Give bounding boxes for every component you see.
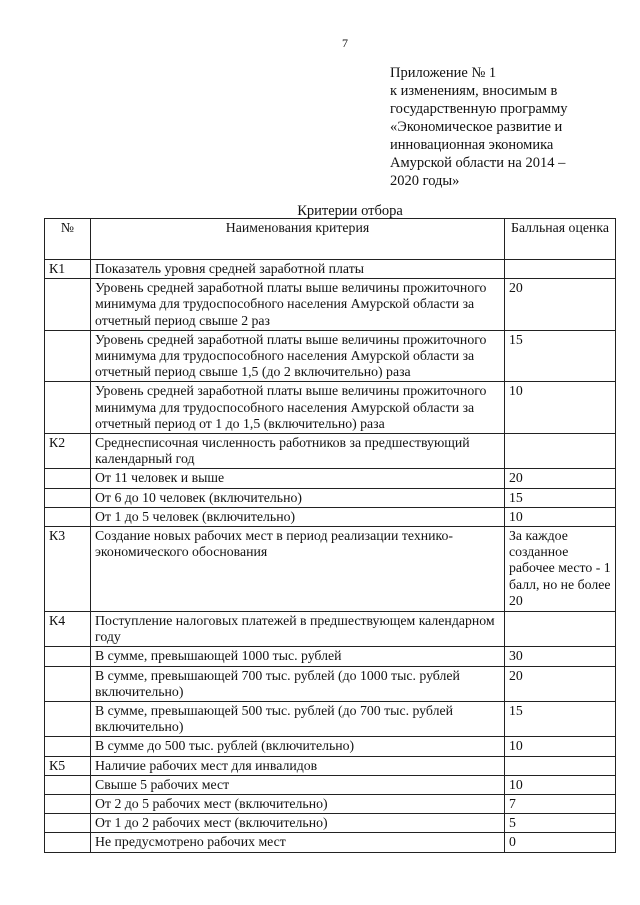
row-score: [505, 612, 616, 647]
row-num: [45, 833, 91, 852]
row-score: 30: [505, 647, 616, 666]
row-num: К4: [45, 612, 91, 647]
page-number: 7: [342, 36, 348, 50]
row-num: [45, 330, 91, 382]
table-row: [45, 434, 616, 469]
row-num: [45, 488, 91, 507]
table-title: Критерии отбора: [297, 203, 403, 219]
row-score: 0: [505, 833, 616, 852]
criteria-rows: [45, 260, 616, 853]
table-row: [45, 756, 616, 775]
row-name: Показатель уровня средней заработной платы: [91, 260, 505, 279]
row-num: [45, 647, 91, 666]
row-score: 15: [505, 330, 616, 382]
table-row: [45, 814, 616, 833]
row-num: [45, 737, 91, 756]
row-name: Создание новых рабочих мест в период реализации технико-экономического обоснования: [91, 527, 505, 612]
row-score: 20: [505, 469, 616, 488]
row-num: [45, 795, 91, 814]
row-num: [45, 507, 91, 526]
row-num: К3: [45, 527, 91, 612]
table-row: [45, 612, 616, 647]
table-row: [45, 775, 616, 794]
row-name: Не предусмотрено рабочих мест: [91, 833, 505, 852]
row-name: Наличие рабочих мест для инвалидов: [91, 756, 505, 775]
appendix-line: Амурской области на 2014 –: [390, 155, 566, 171]
table-row: [45, 527, 616, 612]
row-name: От 11 человек и выше: [91, 469, 505, 488]
table-row: [45, 795, 616, 814]
row-score: 5: [505, 814, 616, 833]
row-num: [45, 666, 91, 701]
row-name: От 1 до 5 человек (включительно): [91, 507, 505, 526]
appendix-line: государственную программу: [390, 101, 568, 117]
table-row: [45, 469, 616, 488]
row-score: 10: [505, 737, 616, 756]
row-num: К2: [45, 434, 91, 469]
row-name: От 1 до 2 рабочих мест (включительно): [91, 814, 505, 833]
row-score: 10: [505, 382, 616, 434]
table-row: [45, 647, 616, 666]
row-name: Уровень средней заработной платы выше величины прожиточного минимума для трудоспособного населения Амурской области за отчетный период от 1 до 1,5 (включительно) раза: [91, 382, 505, 434]
row-score: За каждое созданное рабочее место - 1 балл, но не более 20: [505, 527, 616, 612]
table-row: [45, 737, 616, 756]
row-score: 20: [505, 666, 616, 701]
row-score: [505, 260, 616, 279]
table-row: [45, 488, 616, 507]
header-name: Наименования критерия: [91, 219, 505, 260]
table-row: [45, 666, 616, 701]
row-name: Свыше 5 рабочих мест: [91, 775, 505, 794]
row-name: От 2 до 5 рабочих мест (включительно): [91, 795, 505, 814]
row-name: В сумме до 500 тыс. рублей (включительно): [91, 737, 505, 756]
table-row: [45, 279, 616, 331]
row-num: [45, 469, 91, 488]
row-score: [505, 756, 616, 775]
row-num: [45, 814, 91, 833]
header-num: №: [45, 219, 91, 260]
row-num: К1: [45, 260, 91, 279]
table-row: [45, 833, 616, 852]
header-score: Балльная оценка: [505, 219, 616, 260]
row-name: В сумме, превышающей 500 тыс. рублей (до 700 тыс. рублей включительно): [91, 702, 505, 737]
row-score: 15: [505, 702, 616, 737]
appendix-header: [390, 64, 610, 190]
row-name: Поступление налоговых платежей в предшествующем календарном году: [91, 612, 505, 647]
row-num: [45, 702, 91, 737]
criteria-table: [44, 218, 616, 853]
appendix-line: 2020 годы»: [390, 173, 460, 189]
row-name: Среднесписочная численность работников за предшествующий календарный год: [91, 434, 505, 469]
table-row: [45, 330, 616, 382]
appendix-line: Приложение № 1: [390, 65, 497, 81]
row-score: 10: [505, 507, 616, 526]
row-score: 15: [505, 488, 616, 507]
row-score: [505, 434, 616, 469]
row-num: [45, 775, 91, 794]
row-num: К5: [45, 756, 91, 775]
row-name: Уровень средней заработной платы выше величины прожиточного минимума для трудоспособного населения Амурской области за отчетный период свыше 1,5 (до 2 включительно) раза: [91, 330, 505, 382]
row-name: От 6 до 10 человек (включительно): [91, 488, 505, 507]
table-row: [45, 260, 616, 279]
table-row: [45, 702, 616, 737]
appendix-line: к изменениям, вносимым в: [390, 83, 558, 99]
row-score: 20: [505, 279, 616, 331]
header-row: [45, 219, 616, 260]
appendix-line: инновационная экономика: [390, 137, 554, 153]
appendix-line: «Экономическое развитие и: [390, 119, 563, 135]
table-row: [45, 382, 616, 434]
row-num: [45, 382, 91, 434]
row-name: В сумме, превышающей 1000 тыс. рублей: [91, 647, 505, 666]
row-score: 7: [505, 795, 616, 814]
table-row: [45, 507, 616, 526]
row-score: 10: [505, 775, 616, 794]
row-name: В сумме, превышающей 700 тыс. рублей (до 1000 тыс. рублей включительно): [91, 666, 505, 701]
row-num: [45, 279, 91, 331]
row-name: Уровень средней заработной платы выше величины прожиточного минимума для трудоспособного населения Амурской области за отчетный период свыше 2 раз: [91, 279, 505, 331]
